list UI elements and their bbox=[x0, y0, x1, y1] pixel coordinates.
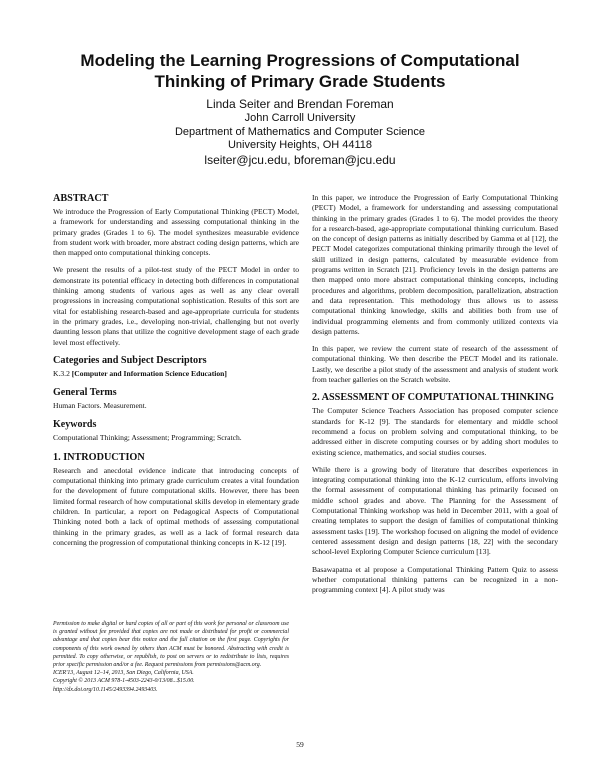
section-2-heading: 2. ASSESSMENT OF COMPUTATIONAL THINKING bbox=[312, 392, 554, 404]
author-emails: lseiter@jcu.edu, bforeman@jcu.edu bbox=[204, 152, 396, 167]
author-block bbox=[40, 97, 560, 168]
general-terms-text: Human Factors. Measurement. bbox=[53, 401, 147, 411]
categories-text bbox=[53, 369, 299, 379]
intro-paragraph-2: In this paper, we introduce the Progression of Early Computational Thinking (PECT) Model, a framework for understanding and assessing computational thinking in the primary grades (Grades 1 to 6). The model provides the theory for a research-based, age-appropriate computational thinking curriculum. Based on the concept of design patterns as initially described by Gamma et al [12], the PECT Model categorizes computational thinking primarily through the level of skill utilized in design patterns, calculated by measurable evidence from programs written in Scratch [21]. Proficiency levels in the design patterns are then mapped onto more abstract computational thinking concepts, including procedures and algorithms, problem decomposition, parallelization, abstraction and data representation. This methodology thus allows us to assess computational thinking knowledge, skills and abilities both from use of individual programming elements and from commonly utilized contexts via design patterns. bbox=[312, 193, 558, 336]
conference-line: ICER'13, August 12–14, 2013, San Diego, California, USA. bbox=[53, 670, 194, 677]
title-line-1: Modeling the Learning Progressions of Computational bbox=[80, 51, 520, 70]
permission-notice: Permission to make digital or hard copies of all or part of this work for personal or classroom use is granted without fee provided that copies are not made or distributed for profit or commercial advantage and that copies bear this notice and the full citation on the first page. Copyrights for components of this work owned by others than ACM must be honored. Abstracting with credit is permitted. To copy otherwise, or republish, to post on servers or to redistribute to lists, requires prior specific permission and/or a fee. Request permissions from permissions@acm.org. bbox=[53, 621, 289, 669]
affiliation: John Carroll University bbox=[244, 112, 356, 124]
category-code: K.3.2 bbox=[53, 368, 72, 378]
doi-line: http://dx.doi.org/10.1145/2493394.2493403. bbox=[53, 686, 158, 693]
section-2-paragraph-3: Basawapatna et al propose a Computational Thinking Pattern Quiz to assess whether computational thinking patterns can be recognized in a non-programming context [4]. A pilot study was bbox=[312, 564, 558, 595]
abstract-paragraph-2: We present the results of a pilot-test study of the PECT Model in order to demonstrate its potential efficacy in detecting both differences in computational thinking among students of various ages as well as any clear overall progressions in increasing computational sophistication. Results of this sort are vital for establishing research-based and age-appropriate curricula for students in the primary grades, i.e., developing non-trivial, challenging but not overly daunting lesson plans that utilize the cognitive development stage of each grade level most effectively. bbox=[53, 265, 299, 347]
introduction-heading: 1. INTRODUCTION bbox=[53, 451, 145, 463]
right-column bbox=[312, 193, 558, 602]
author-names: Linda Seiter and Brendan Foreman bbox=[206, 97, 394, 111]
address: University Heights, OH 44118 bbox=[227, 139, 373, 151]
categories-heading: Categories and Subject Descriptors bbox=[53, 354, 207, 366]
section-2-paragraph-1: The Computer Science Teachers Association has proposed computer science standards for K-12 [9]. The standards for elementary and middle school recommend a focus on problem solving and computational thinking, to be addressed either in discrete computing courses or by adding short modules to existing science, mathematics, and social studies courses. bbox=[312, 406, 558, 457]
paper-title bbox=[40, 50, 560, 92]
keywords-heading: Keywords bbox=[53, 419, 97, 431]
section-2-paragraph-2: While there is a growing body of literature that describes experiences in integrating computational thinking into the K-12 curriculum, efforts involving the formal assessment of computational thinking has primarily focused on middle school grades and above. The Planning for the Assessment of Computational Thinking workshop was held in December 2011, with a goal of creating templates to support the design of families of computational thinking assessment tasks [19]. The workshop focused on aligning the model of evidence centered assessment design and design patterns [18, 22] with the secondary school-level Exploring Computer Science curriculum [13]. bbox=[312, 464, 558, 557]
introduction-paragraph-1: Research and anecdotal evidence indicate that introducing concepts of computational thinking into primary grade curriculum creates a vital foundation for the development of future computational skills. However, there has been limited formal research of how computational skills develop in elementary grade children. In particular, a report on Pedagogical Aspects of Computational Thinking noted both a lack of optimal methods of assessing computational thinking in the primary grades, as well as a lack of formal research data concerning the progression of computational thinking concepts in K-12 [19]. bbox=[53, 465, 299, 547]
copyright-notice bbox=[53, 620, 289, 694]
department: Department of Mathematics and Computer Science bbox=[174, 125, 426, 138]
category-name: [Computer and Information Science Education] bbox=[71, 368, 227, 378]
left-column bbox=[53, 193, 299, 555]
page-number: 59 bbox=[296, 740, 304, 749]
intro-paragraph-3: In this paper, we review the current state of research of the assessment of computational thinking. We then describe the PECT Model and its rationale. Lastly, we describe a pilot study of the assessment and analysis of student work from teacher galleries on the Scratch website. bbox=[312, 344, 558, 385]
keywords-text: Computational Thinking; Assessment; Programming; Scratch. bbox=[53, 433, 242, 443]
abstract-paragraph-1: We introduce the Progression of Early Computational Thinking (PECT) Model, a framework for understanding and assessing computational thinking in the primary grades (Grades 1 to 6). The model synthesizes measurable evidence from student work with broader, more abstract coding design patterns, which are then mapped onto computational thinking concepts. bbox=[53, 207, 299, 258]
title-line-2: Thinking of Primary Grade Students bbox=[154, 72, 446, 91]
copyright-line: Copyright © 2013 ACM 978-1-4503-2243-0/13/08...$15.00. bbox=[53, 678, 195, 685]
general-terms-heading: General Terms bbox=[53, 387, 117, 399]
abstract-heading: ABSTRACT bbox=[53, 193, 109, 204]
